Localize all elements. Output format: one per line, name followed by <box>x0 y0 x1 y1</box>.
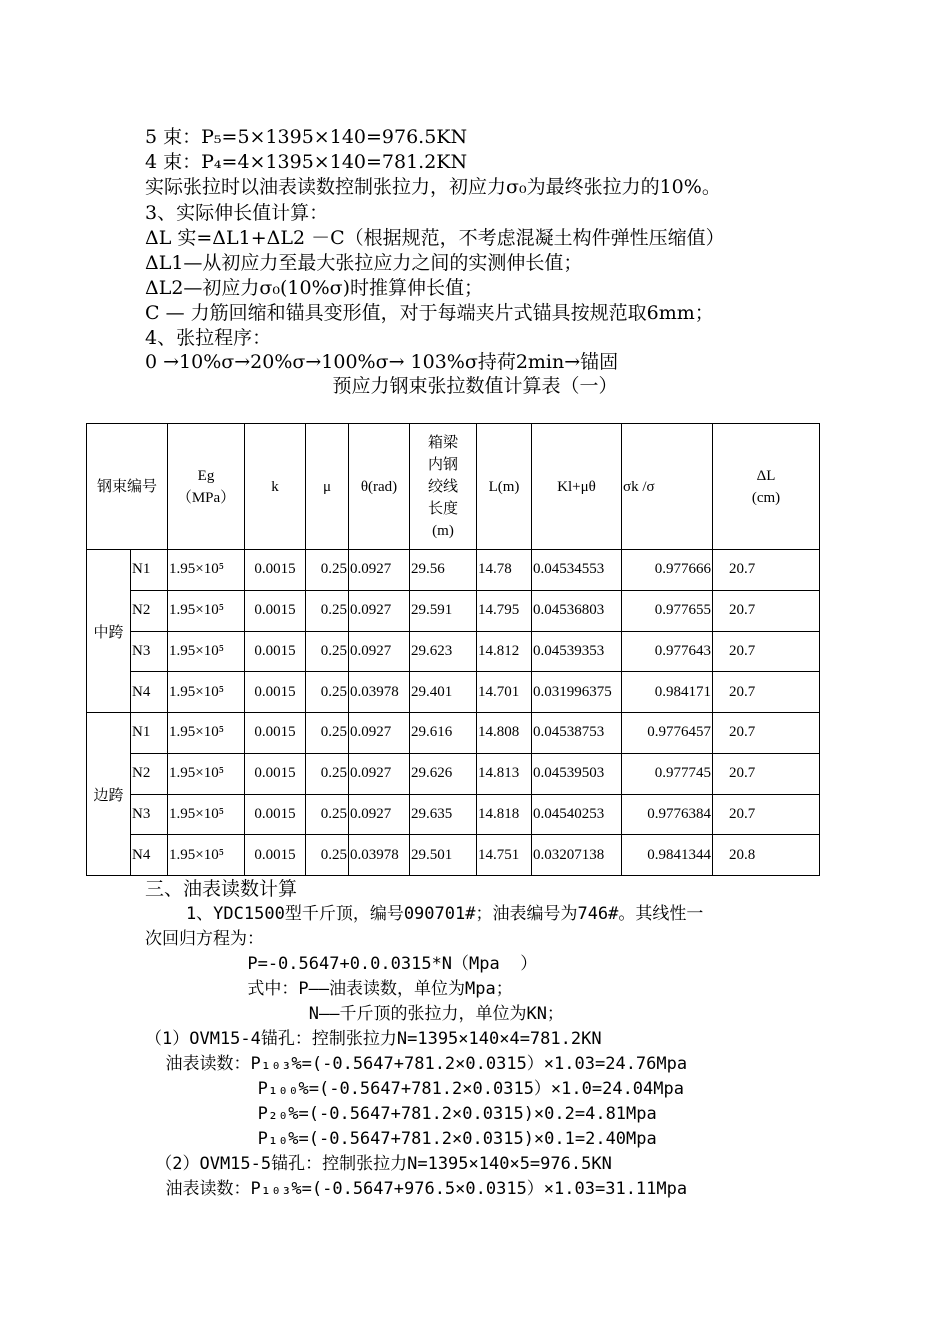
anchor-4-control-force: （1）OVM15-4锚孔：控制张拉力N=1395×140×4=781.2KN <box>145 1029 602 1049</box>
cell-l: 14.813 <box>477 753 532 794</box>
header-sk: σk /σ <box>622 424 713 550</box>
definition-dl2: ΔL2—初应力σ₀(10%σ)时推算伸长值； <box>145 277 484 299</box>
cell-mu: 0.25 <box>306 794 349 835</box>
cell-eg: 1.95×10⁵ <box>168 631 245 672</box>
cell-l: 14.808 <box>477 713 532 754</box>
header-k: k <box>245 424 306 550</box>
table-row <box>87 835 820 876</box>
cell-mu: 0.25 <box>306 713 349 754</box>
cell-k: 0.0015 <box>245 835 306 876</box>
header-strand-length-line: 长度 <box>428 500 459 517</box>
cell-sk: 0.977745 <box>622 753 713 794</box>
header-l: L(m) <box>477 424 532 550</box>
table-row <box>87 794 820 835</box>
cell-k: 0.0015 <box>245 590 306 631</box>
group-label-mid-span: 中跨 <box>87 550 131 713</box>
cell-id: N3 <box>131 794 168 835</box>
cell-mu: 0.25 <box>306 753 349 794</box>
cell-theta: 0.0927 <box>349 753 410 794</box>
cell-eg: 1.95×10⁵ <box>168 835 245 876</box>
cell-k: 0.0015 <box>245 550 306 591</box>
cell-sk: 0.977655 <box>622 590 713 631</box>
gauge-reading-103-4: 油表读数：P₁₀₃%=(-0.5647+781.2×0.0315）×1.03=24.76Mpa <box>145 1054 688 1074</box>
table-header-row <box>87 424 820 550</box>
formula-elongation: ΔL 实=ΔL1+ΔL2 －C（根据规范，不考虑混凝土构件弹性压缩值） <box>145 227 725 249</box>
cell-eg: 1.95×10⁵ <box>168 672 245 713</box>
cell-sk: 0.9841344 <box>622 835 713 876</box>
section-heading-gauge: 三、油表读数计算 <box>145 878 298 900</box>
cell-eg: 1.95×10⁵ <box>168 794 245 835</box>
cell-theta: 0.0927 <box>349 713 410 754</box>
cell-dl: 20.7 <box>713 794 820 835</box>
cell-dl: 20.7 <box>713 753 820 794</box>
table-row <box>87 550 820 591</box>
cell-kl: 0.04538753 <box>532 713 622 754</box>
table-row <box>87 631 820 672</box>
cell-l: 14.78 <box>477 550 532 591</box>
section-heading-procedure: 4、张拉程序： <box>145 327 272 349</box>
cell-theta: 0.0927 <box>349 590 410 631</box>
cell-kl: 0.04539503 <box>532 753 622 794</box>
cell-k: 0.0015 <box>245 631 306 672</box>
cell-eg: 1.95×10⁵ <box>168 550 245 591</box>
cell-k: 0.0015 <box>245 753 306 794</box>
cell-k: 0.0015 <box>245 713 306 754</box>
cell-dl: 20.7 <box>713 672 820 713</box>
cell-eg: 1.95×10⁵ <box>168 590 245 631</box>
cell-theta: 0.03978 <box>349 835 410 876</box>
cell-id: N4 <box>131 835 168 876</box>
cell-kl: 0.04539353 <box>532 631 622 672</box>
cell-sk: 0.9776384 <box>622 794 713 835</box>
cell-strand-length: 29.623 <box>410 631 477 672</box>
cell-strand-length: 29.626 <box>410 753 477 794</box>
header-eg-label: Eg <box>197 467 215 484</box>
text-line-initial-stress: 实际张拉时以油表读数控制张拉力，初应力σ₀为最终张拉力的10%。 <box>145 176 721 198</box>
cell-strand-length: 29.591 <box>410 590 477 631</box>
definition-dl1: ΔL1—从初应力至最大张拉应力之间的实测伸长值； <box>145 252 583 274</box>
cell-kl: 0.04536803 <box>532 590 622 631</box>
cell-mu: 0.25 <box>306 631 349 672</box>
tension-calculation-table <box>86 423 820 876</box>
cell-strand-length: 29.501 <box>410 835 477 876</box>
cell-l: 14.701 <box>477 672 532 713</box>
gauge-reading-10-4: P₁₀%=(-0.5647+781.2×0.0315)×0.1=2.40Mpa <box>145 1129 657 1149</box>
table-row <box>87 713 820 754</box>
header-strand-length <box>410 424 477 550</box>
cell-k: 0.0015 <box>245 794 306 835</box>
jack-description: 1、YDC1500型千斤顶，编号090701#；油表编号为746#。其线性一 <box>145 904 704 924</box>
cell-strand-length: 29.635 <box>410 794 477 835</box>
cell-mu: 0.25 <box>306 550 349 591</box>
cell-mu: 0.25 <box>306 835 349 876</box>
text-line-bundle-5: 5 束：P₅=5×1395×140=976.5KN <box>145 126 468 148</box>
gauge-reading-103-5: 油表读数：P₁₀₃%=(-0.5647+976.5×0.0315）×1.03=31.11Mpa <box>145 1179 688 1199</box>
cell-theta: 0.03978 <box>349 672 410 713</box>
cell-strand-length: 29.401 <box>410 672 477 713</box>
table-title: 预应力钢束张拉数值计算表（一） <box>332 375 618 397</box>
cell-id: N1 <box>131 713 168 754</box>
header-kl: Kl+μθ <box>532 424 622 550</box>
cell-dl: 20.7 <box>713 713 820 754</box>
cell-kl: 0.031996375 <box>532 672 622 713</box>
cell-kl: 0.04534553 <box>532 550 622 591</box>
table-row <box>87 753 820 794</box>
cell-sk: 0.977643 <box>622 631 713 672</box>
definition-p: 式中：P——油表读数，单位为Mpa； <box>145 979 513 999</box>
cell-id: N2 <box>131 753 168 794</box>
gauge-reading-100-4: P₁₀₀%=(-0.5647+781.2×0.0315）×1.0=24.04Mpa <box>145 1079 684 1099</box>
text-line-bundle-4: 4 束：P₄=4×1395×140=781.2KN <box>145 151 468 173</box>
table-row <box>87 590 820 631</box>
cell-l: 14.751 <box>477 835 532 876</box>
cell-l: 14.812 <box>477 631 532 672</box>
definition-c: C — 力筋回缩和锚具变形值，对于每端夹片式锚具按规范取6mm； <box>145 302 714 324</box>
cell-id: N2 <box>131 590 168 631</box>
cell-kl: 0.03207138 <box>532 835 622 876</box>
cell-id: N3 <box>131 631 168 672</box>
section-heading-elongation: 3、实际伸长值计算： <box>145 202 329 224</box>
header-dl-label: ΔL <box>756 467 776 484</box>
header-strand-length-line: 箱梁 <box>428 434 459 451</box>
cell-mu: 0.25 <box>306 672 349 713</box>
header-dl <box>713 424 820 550</box>
cell-sk: 0.984171 <box>622 672 713 713</box>
header-bundle: 钢束编号 <box>87 424 168 550</box>
cell-l: 14.818 <box>477 794 532 835</box>
header-dl-unit: (cm) <box>751 489 781 506</box>
cell-dl: 20.7 <box>713 631 820 672</box>
cell-sk: 0.9776457 <box>622 713 713 754</box>
cell-dl: 20.8 <box>713 835 820 876</box>
cell-kl: 0.04540253 <box>532 794 622 835</box>
header-theta: θ(rad) <box>349 424 410 550</box>
cell-theta: 0.0927 <box>349 794 410 835</box>
header-eg <box>168 424 245 550</box>
cell-sk: 0.977666 <box>622 550 713 591</box>
cell-l: 14.795 <box>477 590 532 631</box>
cell-theta: 0.0927 <box>349 631 410 672</box>
cell-strand-length: 29.56 <box>410 550 477 591</box>
table-row <box>87 672 820 713</box>
header-mu: μ <box>306 424 349 550</box>
cell-id: N1 <box>131 550 168 591</box>
regression-label: 次回归方程为： <box>145 929 264 949</box>
gauge-reading-20-4: P₂₀%=(-0.5647+781.2×0.0315)×0.2=4.81Mpa <box>145 1104 657 1124</box>
group-label-side-span: 边跨 <box>87 713 131 876</box>
regression-equation: P=-0.5647+0.0.0315*N（Mpa ） <box>145 954 538 974</box>
cell-eg: 1.95×10⁵ <box>168 753 245 794</box>
anchor-5-control-force: （2）OVM15-5锚孔：控制张拉力N=1395×140×5=976.5KN <box>145 1154 612 1174</box>
header-eg-unit: （MPa） <box>176 489 236 506</box>
cell-k: 0.0015 <box>245 672 306 713</box>
cell-id: N4 <box>131 672 168 713</box>
cell-dl: 20.7 <box>713 550 820 591</box>
header-strand-length-line: 内钢 <box>428 456 459 473</box>
header-strand-length-line: (m) <box>432 522 454 539</box>
definition-n: N——千斤顶的张拉力，单位为KN； <box>145 1004 564 1024</box>
cell-mu: 0.25 <box>306 590 349 631</box>
cell-dl: 20.7 <box>713 590 820 631</box>
header-strand-length-line: 绞线 <box>428 478 459 495</box>
cell-strand-length: 29.616 <box>410 713 477 754</box>
tension-procedure: 0 →10%σ→20%σ→100%σ→ 103%σ持荷2min→锚固 <box>145 351 619 373</box>
cell-eg: 1.95×10⁵ <box>168 713 245 754</box>
cell-theta: 0.0927 <box>349 550 410 591</box>
